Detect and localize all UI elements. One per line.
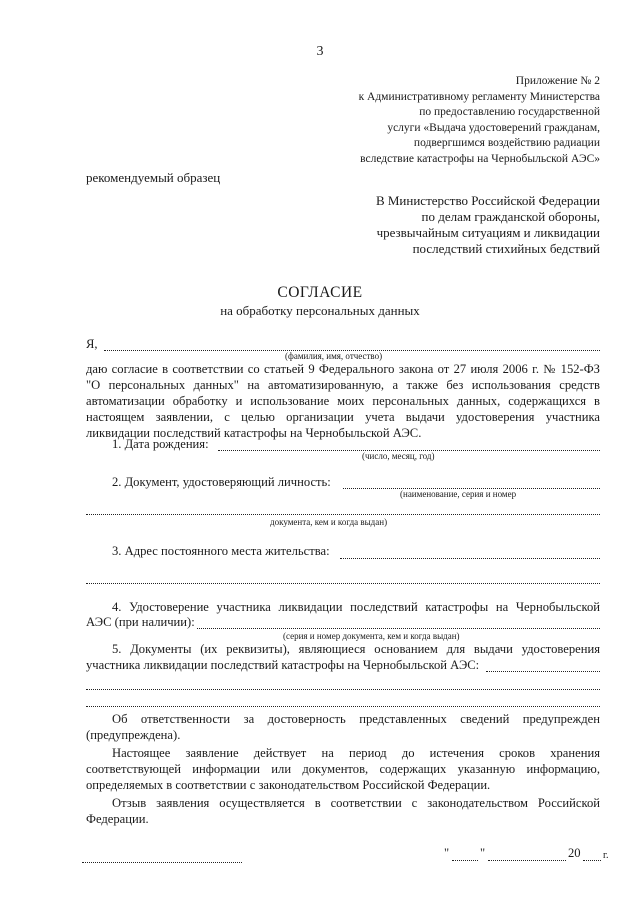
consent-line: автоматизации обработку и использование моих персональных данных, содержащихся в bbox=[86, 394, 600, 408]
date-year-prefix: 20 bbox=[568, 846, 581, 860]
identity-document-label: 2. Документ, удостоверяющий личность: bbox=[112, 475, 331, 489]
signature-field[interactable] bbox=[82, 862, 242, 863]
grounds-documents-field[interactable] bbox=[486, 671, 600, 672]
document-subtitle: на обработку персональных данных bbox=[220, 303, 420, 318]
addressee-block: В Министерство Российской Федерации по делам гражданской обороны, чрезвычайным ситуациям и ликвидации последствий стихийных бедствий bbox=[375, 193, 600, 256]
liquidator-certificate-field[interactable] bbox=[197, 628, 600, 629]
appendix-line: по предоставлению государственной bbox=[419, 106, 600, 118]
fio-caption: (фамилия, имя, отчество) bbox=[285, 351, 383, 361]
appendix-line: к Административному регламенту Министерства bbox=[358, 90, 600, 103]
appendix-header bbox=[270, 74, 600, 167]
date-month-field[interactable] bbox=[488, 860, 566, 861]
liquidator-certificate-caption: (серия и номер документа, кем и когда выдан) bbox=[283, 631, 460, 641]
page-number: 3 bbox=[316, 44, 324, 59]
validity-line: определяемых в соответствии с законодательством Российской Федерации. bbox=[86, 778, 491, 792]
document-title: СОГЛАСИЕ bbox=[277, 284, 363, 301]
grounds-documents-line: 5. Документы (их реквизиты), являющиеся основанием для выдачи удостоверения bbox=[112, 642, 600, 656]
appendix-line: Приложение № 2 bbox=[515, 75, 600, 87]
consent-line: даю согласие в соответствии со статьей 9 Федерального закона от 27 июля 2006 г. № 152-ФЗ bbox=[86, 362, 600, 376]
appendix-line: услуги «Выдача удостоверений гражданам, bbox=[387, 121, 600, 134]
responsibility-line: Об ответственности за достоверность представленных сведений предупрежден bbox=[112, 712, 600, 726]
birth-date-label: 1. Дата рождения: bbox=[112, 437, 209, 451]
liquidator-certificate-label: АЭС (при наличии): bbox=[86, 615, 195, 629]
grounds-documents-field-2[interactable] bbox=[86, 689, 600, 690]
revocation-line: Отзыв заявления осуществляется в соответствии с законодательством Российской bbox=[112, 796, 600, 810]
validity-line: Настоящее заявление действует на период до истечения сроков хранения bbox=[112, 746, 600, 760]
identity-document-field-2[interactable] bbox=[86, 514, 600, 515]
date-close-quote: " bbox=[480, 846, 486, 860]
appendix-line: вследствие катастрофы на Чернобыльской АЭС» bbox=[360, 152, 600, 165]
residence-address-label: 3. Адрес постоянного места жительства: bbox=[112, 544, 330, 558]
consent-line: настоящем заявлении, с целью организации учета выдачи удостоверения участника bbox=[86, 410, 600, 424]
residence-address-field[interactable] bbox=[340, 558, 600, 559]
liquidator-certificate-line: 4. Удостоверение участника ликвидации последствий катастрофы на Чернобыльской bbox=[112, 600, 600, 614]
birth-date-caption: (число, месяц, год) bbox=[362, 451, 435, 461]
revocation-line: Федерации. bbox=[86, 812, 149, 826]
validity-line: соответствующей информации или документов, содержащих указанную информацию, bbox=[86, 762, 600, 776]
identity-document-caption: (наименование, серия и номер bbox=[400, 489, 517, 499]
recommended-sample-label: рекомендуемый образец bbox=[86, 170, 221, 185]
date-year-field[interactable] bbox=[583, 860, 601, 861]
consent-line: ликвидации последствий катастрофы на Чернобыльской АЭС. bbox=[86, 426, 422, 440]
grounds-documents-field-3[interactable] bbox=[86, 706, 600, 707]
consent-line: "О персональных данных" на автоматизированную, а также без использования средств bbox=[86, 378, 600, 392]
i-label: Я, bbox=[86, 337, 98, 351]
date-open-quote: " bbox=[444, 846, 450, 860]
identity-document-caption-2: документа, кем и когда выдан) bbox=[270, 517, 388, 527]
date-day-field[interactable] bbox=[452, 860, 478, 861]
appendix-line: подвергшимся воздействию радиации bbox=[413, 137, 600, 149]
date-year-suffix: г. bbox=[603, 850, 609, 861]
residence-address-field-2[interactable] bbox=[86, 583, 600, 584]
responsibility-line: (предупреждена). bbox=[86, 728, 181, 742]
grounds-documents-label: участника ликвидации последствий катастрофы на Чернобыльской АЭС: bbox=[86, 658, 480, 672]
